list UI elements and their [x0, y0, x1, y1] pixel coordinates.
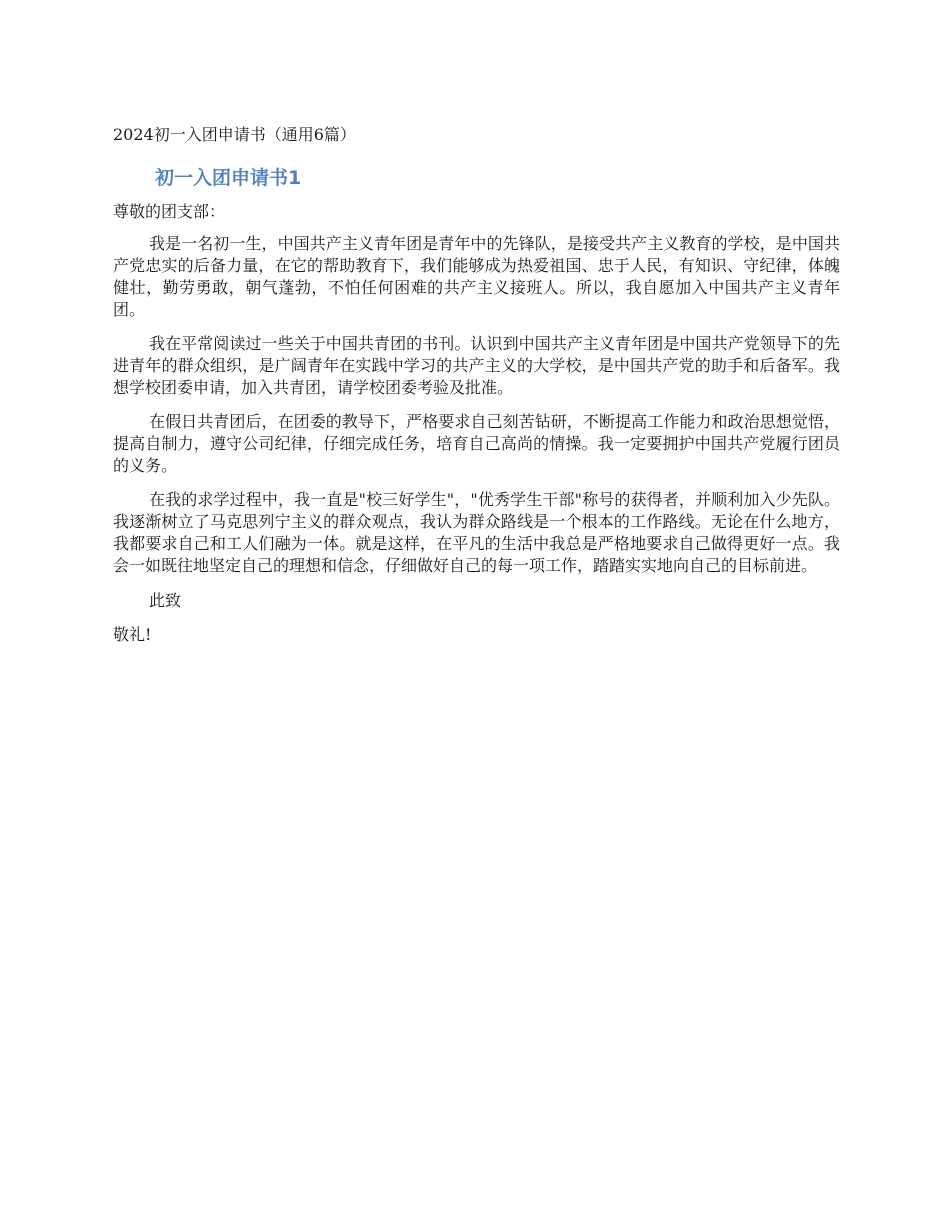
closing-salute: 敬礼! — [113, 625, 152, 644]
document-title: 2024初一入团申请书（通用6篇） — [113, 125, 356, 144]
body-paragraph-3: 在假日共青团后，在团委的教导下，严格要求自己刻苦钻研，不断提高工作能力和政治思想觉悟，提高自制力，遵守公司纪律，仔细完成任务，培育自己高尚的情操。我一定要拥护中国共产党履行团员的义务。 — [113, 412, 840, 475]
document-body — [113, 124, 840, 646]
body-paragraph-2: 我在平常阅读过一些关于中国共青团的书刊。认识到中国共产主义青年团是中国共产党领导下的先进青年的群众组织，是广阔青年在实践中学习的共产主义的大学校，是中国共产党的助手和后备军。我想学校团委申请，加入共青团，请学校团委考验及批准。 — [113, 334, 840, 397]
body-paragraph-4: 在我的求学过程中，我一直是"校三好学生"，"优秀学生干部"称号的获得者，并顺利加入少先队。我逐渐树立了马克思列宁主义的群众观点，我认为群众路线是一个根本的工作路线。无论在什么地方，我都要求自己和工人们融为一体。就是这样，在平凡的生活中我总是严格地要求自己做得更好一点。我会一如既往地坚定自己的理想和信念，仔细做好自己的每一项工作，踏踏实实地向自己的目标前进。 — [113, 490, 840, 575]
body-paragraph-1: 我是一名初一生，中国共产主义青年团是青年中的先锋队，是接受共产主义教育的学校，是中国共产党忠实的后备力量，在它的帮助教育下，我们能够成为热爱祖国、忠于人民，有知识、守纪律，体魄健壮，勤劳勇敢，朝气蓬勃，不怕任何困难的共产主义接班人。所以，我自愿加入中国共产主义青年团。 — [113, 234, 840, 319]
closing-line: 此致 — [149, 591, 182, 610]
salutation: 尊敬的团支部： — [113, 202, 226, 221]
section-heading: 初一入团申请书1 — [155, 167, 302, 189]
